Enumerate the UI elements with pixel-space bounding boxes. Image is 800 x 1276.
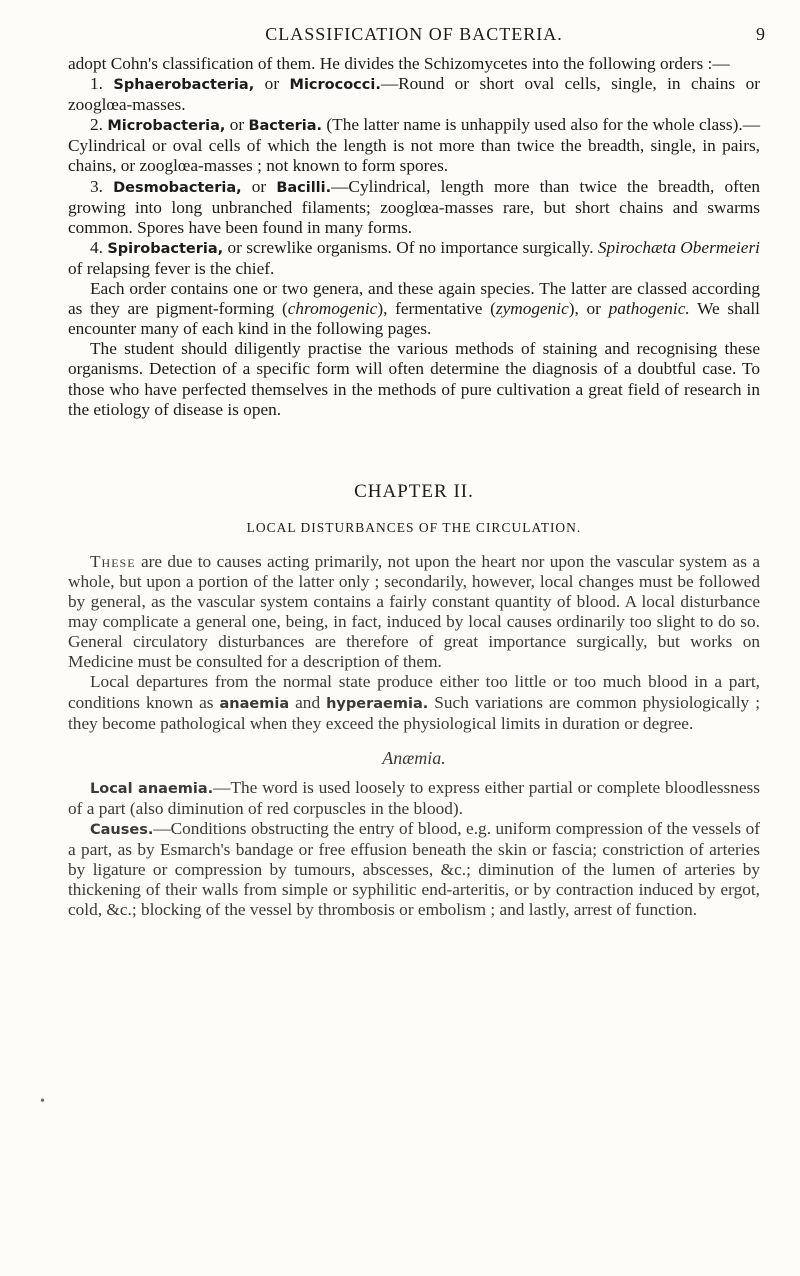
chapter-subtitle: LOCAL DISTURBANCES OF THE CIRCULATION. — [246, 519, 582, 535]
lead-word: These — [90, 551, 136, 571]
order-item-2: 2. Microbacteria, or Bacteria. (The latter name is unhappily used also for the whole class).—Cylindrical or oval cells of which the length is not more than twice the breadth, single, in pairs, chains, or zooglœa-masses ; not known to form spores. — [68, 115, 760, 176]
order-alt-term: Micrococci. — [289, 77, 381, 94]
order-term: Microbacteria, — [107, 118, 226, 135]
order-term: Spirobacteria, — [107, 240, 224, 257]
term-local-anaemia: Local anaemia. — [90, 780, 214, 797]
genera-paragraph: Each order contains one or two genera, and these again species. The latter are classed according as they are pigment-forming (chromogenic), fermentative (zymogenic), or pathogenic. We shall encounter many of each kind in the following pages. — [68, 279, 760, 339]
species-name: Spirochæta Obermeieri — [597, 237, 760, 257]
local-departures-paragraph: Local departures from the normal state produce either too little or too much blood in a part, conditions known as anaemia and hyperaemia. Such variations are common physiologically ; they become pathological when they exceed the physiological limits in duration or degree. — [68, 672, 761, 733]
running-title: CLASSIFICATION OF BACTERIA. — [265, 24, 563, 44]
page-number: 9 — [756, 24, 766, 44]
order-item-1: 1. Sphaerobacteria, or Micrococci.—Round or short oval cells, single, in chains or zooglœa-masses. — [68, 74, 760, 115]
causes-paragraph: Causes.—Conditions obstructing the entry of blood, e.g. uniform compression of the vessels of a part, as by Esmarch's bandage or free effusion beneath the skin or fascia; constriction of arteries by ligature or compression by tumours, abscesses, &c.; diminution of the lumen of arteries by thickening of their walls from simple or syphilitic end-arteritis, or by contraction induced by ergot, cold, &c.; blocking of the vessel by thrombosis or embolism ; and lastly, arrest of function. — [68, 819, 760, 920]
order-item-3: 3. Desmobacteria, or Bacilli.—Cylindrical, length more than twice the breadth, often growing into long unbranched filaments; zooglœa-masses rare, but short chains and swarms common. Spores have been found in many forms. — [68, 176, 761, 237]
order-term: Sphaerobacteria, — [113, 77, 255, 94]
intro-paragraph: adopt Cohn's classification of them. He divides the Schizomycetes into the following orders :— — [68, 54, 730, 73]
term-causes: Causes. — [90, 822, 154, 838]
student-paragraph: The student should diligently practise the various methods of staining and recognising these organisms. Detection of a specific form will often determine the diagnosis of a doubtful case. To those who have perfected themselves in the methods of pure cultivation a great field of research in the etiology of disease is open. — [68, 339, 760, 419]
these-paragraph: These are due to causes acting primarily, not upon the heart nor upon the vascular system as a whole, but upon a portion of the latter only ; secondarily, however, local changes must be followed by general, as the vascular system contains a fairly constant quantity of blood. A local disturbance may complicate a general one, being, in fact, induced by local causes ordinarily too slight to do so. General circulatory disturbances are therefore of great importance surgically, but works on Medicine must be consulted for a description of them. — [68, 551, 760, 672]
section-heading: Anæmia. — [382, 747, 446, 768]
order-alt-term: Bacilli. — [276, 179, 332, 196]
local-anaemia-paragraph: Local anaemia.—The word is used loosely to express either partial or complete bloodlessness of a part (also diminution of red corpuscles in the blood). — [68, 777, 760, 818]
margin-mark-icon: • — [40, 1094, 45, 1109]
chapter-title: CHAPTER II. — [354, 480, 474, 502]
term-hyperaemia: hyperaemia. — [326, 695, 429, 712]
term-anaemia: anaemia — [219, 695, 290, 712]
order-alt-term: Bacteria. — [248, 118, 323, 135]
chapter-body — [68, 552, 760, 921]
body-text — [68, 54, 760, 920]
running-header — [68, 24, 766, 54]
order-term: Desmobacteria, — [113, 179, 242, 196]
order-item-4: 4. Spirobacteria, or screwlike organisms. Of no importance surgically. Spirochæta Obermeieri of relapsing fever is the chief. — [68, 237, 760, 278]
